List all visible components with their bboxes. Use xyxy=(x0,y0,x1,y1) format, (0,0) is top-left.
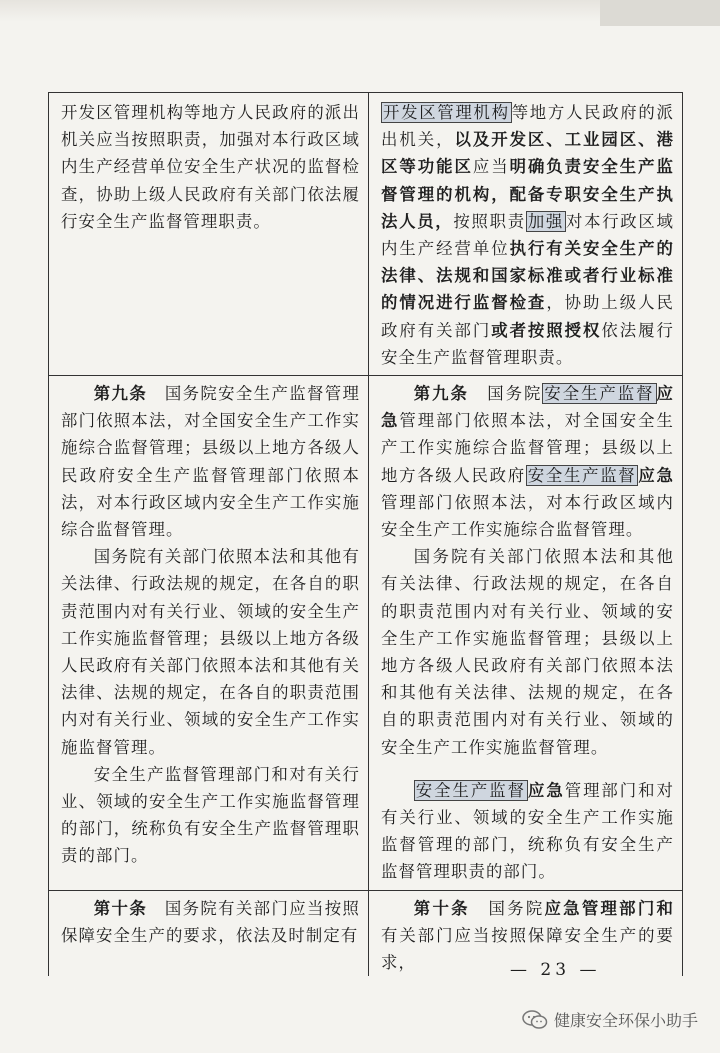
watermark-text: 健康安全环保小助手 xyxy=(553,1011,698,1030)
old-text-cell xyxy=(49,890,369,976)
amended-text: 第九条 xyxy=(93,384,148,404)
text-segment: 国务院安全生产监督管理部门依照本法，对全国安全生产工作实施综合监督管理；县级以上地方各级人民政府安全生产监督管理部门依照本法，对本行政区域内安全生产工作实施综合监督管理。 xyxy=(61,384,360,540)
table-row xyxy=(49,376,683,891)
old-text-paragraph: 开发区管理机构等地方人民政府的派出机关应当按照职责，加强对本行政区域内生产经营单位安全生产状况的监督检查，协助上级人民政府有关部门依法履行安全生产监督管理职责。 xyxy=(61,103,360,231)
text-segment: 依法履行安全生产监督管理职责。 xyxy=(381,320,674,367)
text-segment: 管理部门依照本法，对本行政区域内安全生产工作实施综合监督管理。 xyxy=(381,492,674,540)
wechat-icon xyxy=(522,1010,548,1030)
article-9-paragraph-1 xyxy=(61,380,360,543)
deleted-text-box: 开发区管理机构 xyxy=(383,103,510,122)
text-segment: 有关部门应当按照保障安全生产的要求， xyxy=(381,925,674,973)
deleted-text-box: 安全生产监督 xyxy=(415,780,526,800)
new-text-cell xyxy=(369,93,683,376)
text-segment: 安全生产监督管理部门和对有关行业、领域的安全生产工作实施监督管理的部门，统称负有安全生产监督管理职责的部门。 xyxy=(61,764,360,866)
amended-text: 或者按照授权 xyxy=(491,320,602,340)
deleted-text-box: 安全生产监督 xyxy=(544,384,655,404)
amended-text: 第十条 xyxy=(413,898,470,918)
old-text-cell xyxy=(49,93,369,376)
amended-text: 第九条 xyxy=(413,384,469,404)
text-segment: 国务院有关部门依照本法和其他有关法律、行政法规的规定，在各自的职责范围内对有关行业、领域的安全生产工作实施监督管理；县级以上地方各级人民政府有关部门依照本法和其他有关法律、法规的规定，在各自的职责范围内对有关行业、领域的安全生产工作实施监督管理。 xyxy=(381,547,674,757)
comparison-table xyxy=(48,92,683,976)
text-segment: 按照职责 xyxy=(453,211,526,231)
watermark xyxy=(522,1008,698,1031)
table-row xyxy=(49,93,683,376)
deleted-text-box: 加强 xyxy=(527,211,565,231)
amended-text: 以及开发区、工业园区、港区等功能区 xyxy=(381,130,674,177)
amended-text: 应急 xyxy=(381,384,675,431)
text-segment: 管理部门和对有关行业、领域的安全生产工作实施监督管理的部门，统称负有安全生产监督管理职责的部门。 xyxy=(381,780,674,882)
article-9-paragraph-2 xyxy=(381,543,674,761)
page-number: — 23 — xyxy=(510,960,601,980)
text-segment: ，协助上级人民政府有关部门 xyxy=(381,293,675,340)
article-10-paragraph xyxy=(61,895,360,949)
text-segment: 应当 xyxy=(472,157,510,177)
text-segment: 国务院有关部门依照本法和其他有关法律、行政法规的规定，在各自的职责范围内对有关行业、领域的安全生产工作实施监督管理；县级以上地方各级人民政府有关部门依照本法和其他有关法律、法规的规定，在各自的职责范围内对有关行业、领域的安全生产工作实施监督管理。 xyxy=(61,547,360,757)
text-segment: 国务院有关部门应当按照保障安全生产的要求，依法及时制定有 xyxy=(61,898,360,945)
article-9-paragraph-2 xyxy=(61,543,360,761)
amended-text: 应急 xyxy=(527,780,565,800)
deleted-text-box: 安全生产监督 xyxy=(527,465,637,485)
text-segment: 管理部门依照本法，对全国安全生产工作实施综合监督管理；县级以上地方各级人民政府 xyxy=(381,411,674,485)
new-text-cell xyxy=(369,376,683,891)
amended-text: 明确负责安全生产监督管理的机构，配备专职安全生产执法人员， xyxy=(381,157,675,231)
article-9-paragraph-1 xyxy=(381,380,674,543)
amended-text: 应急管理部门和 xyxy=(544,898,675,918)
article-9-paragraph-3 xyxy=(61,761,360,870)
text-segment: 国务院 xyxy=(469,898,545,918)
scan-top-fold xyxy=(600,0,720,26)
text-segment: 对本行政区域内生产经营单位 xyxy=(381,211,675,259)
text-segment: 国务院 xyxy=(468,384,543,404)
article-9-paragraph-3 xyxy=(381,777,674,886)
old-text-cell xyxy=(49,376,369,891)
text-segment: 等地方人民政府的派出机关， xyxy=(381,103,674,150)
new-text-paragraph xyxy=(381,99,674,371)
amended-text: 应急 xyxy=(638,465,674,485)
amended-text: 第十条 xyxy=(93,898,148,918)
amended-text: 执行有关安全生产的法律、法规和国家标准或者行业标准的情况进行监督检查 xyxy=(381,239,675,313)
